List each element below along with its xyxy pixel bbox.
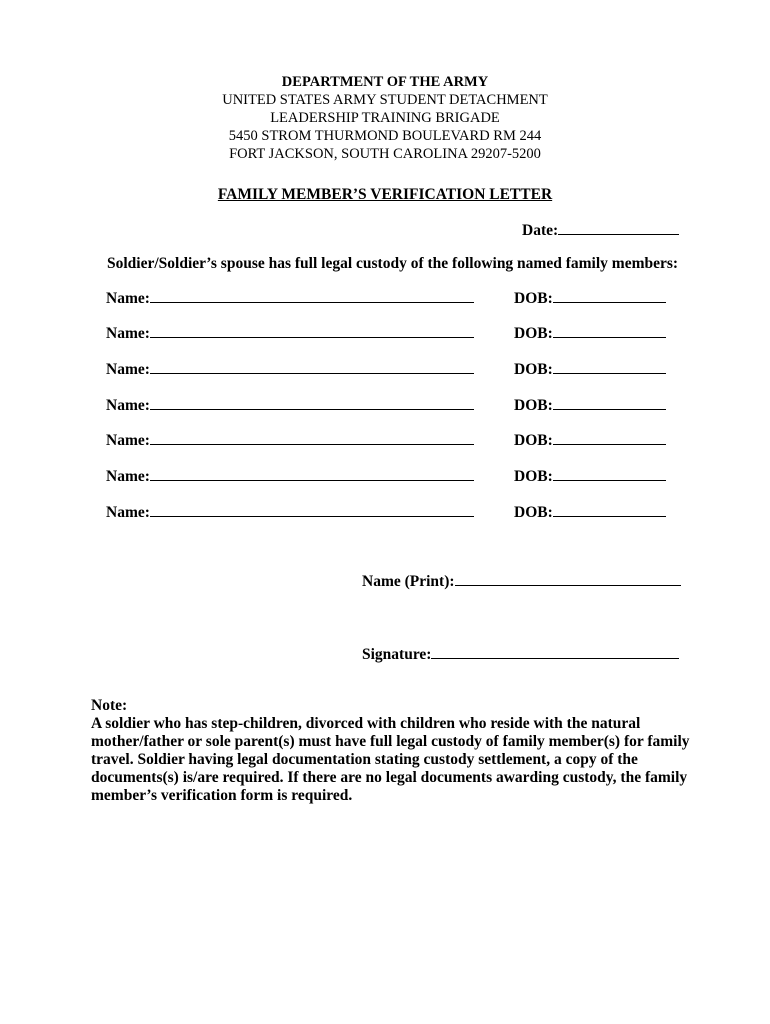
brigade-name: LEADERSHIP TRAINING BRIGADE	[270, 110, 500, 126]
department-name: DEPARTMENT OF THE ARMY	[281, 74, 489, 90]
unit-name: UNITED STATES ARMY STUDENT DETACHMENT	[222, 92, 548, 108]
dob-label: DOB:	[514, 361, 553, 378]
name-field[interactable]	[150, 503, 474, 517]
family-member-dob	[514, 360, 666, 379]
name-label: Name:	[106, 325, 150, 342]
date-row	[522, 221, 679, 240]
family-member-name	[106, 360, 474, 379]
name-label: Name:	[106, 504, 150, 521]
name-field[interactable]	[150, 324, 474, 338]
family-member-name	[106, 324, 474, 343]
signature-field[interactable]	[431, 645, 679, 659]
family-member-dob	[514, 503, 666, 522]
dob-field[interactable]	[553, 360, 666, 374]
dob-field[interactable]	[553, 467, 666, 481]
name-field[interactable]	[150, 360, 474, 374]
dob-field[interactable]	[553, 324, 666, 338]
dob-label: DOB:	[514, 397, 553, 414]
custody-statement: Soldier/Soldier’s spouse has full legal custody of the following named family members:	[107, 255, 679, 272]
dob-label: DOB:	[514, 504, 553, 521]
family-member-name	[106, 431, 474, 450]
dob-label: DOB:	[514, 290, 553, 307]
name-print-row	[362, 572, 681, 591]
city-address: FORT JACKSON, SOUTH CAROLINA 29207-5200	[229, 146, 541, 162]
name-label: Name:	[106, 397, 150, 414]
dob-label: DOB:	[514, 432, 553, 449]
family-member-row	[0, 467, 770, 487]
street-address: 5450 STROM THURMOND BOULEVARD RM 244	[228, 128, 542, 144]
name-field[interactable]	[150, 396, 474, 410]
family-member-row	[0, 431, 770, 451]
name-print-field[interactable]	[455, 572, 681, 586]
dob-field[interactable]	[553, 289, 666, 303]
name-field[interactable]	[150, 431, 474, 445]
family-member-dob	[514, 289, 666, 308]
name-label: Name:	[106, 468, 150, 485]
family-member-row	[0, 289, 770, 309]
signature-label: Signature:	[362, 646, 432, 663]
name-print-label: Name (Print):	[362, 573, 455, 590]
family-member-dob	[514, 431, 666, 450]
family-member-name	[106, 289, 474, 308]
family-member-row	[0, 360, 770, 380]
note-body: A soldier who has step-children, divorced with children who reside with the natural mother/father or sole parent(s) must have full legal custody of family member(s) for family travel. Soldier having legal documentation stating custody settlement, a copy of the documents(s) is/are required. If there are no legal documents awarding custody, the family member’s verification form is required.	[91, 715, 690, 804]
dob-field[interactable]	[553, 431, 666, 445]
family-member-name	[106, 396, 474, 415]
family-member-row	[0, 396, 770, 416]
name-field[interactable]	[150, 289, 474, 303]
dob-field[interactable]	[553, 396, 666, 410]
family-member-dob	[514, 467, 666, 486]
family-member-dob	[514, 324, 666, 343]
document-title-text: FAMILY MEMBER’S VERIFICATION LETTER	[217, 186, 553, 203]
family-member-row	[0, 503, 770, 523]
family-member-name	[106, 503, 474, 522]
note-heading: Note:	[91, 697, 128, 714]
date-label: Date:	[522, 222, 559, 239]
signature-row	[362, 645, 679, 664]
dob-field[interactable]	[553, 503, 666, 517]
date-field[interactable]	[558, 221, 679, 235]
name-label: Name:	[106, 361, 150, 378]
family-member-row	[0, 324, 770, 344]
name-label: Name:	[106, 290, 150, 307]
name-field[interactable]	[150, 467, 474, 481]
document-title	[0, 186, 770, 204]
letterhead	[0, 73, 770, 163]
dob-label: DOB:	[514, 325, 553, 342]
dob-label: DOB:	[514, 468, 553, 485]
note-section	[91, 697, 691, 805]
name-label: Name:	[106, 432, 150, 449]
family-member-dob	[514, 396, 666, 415]
family-member-name	[106, 467, 474, 486]
